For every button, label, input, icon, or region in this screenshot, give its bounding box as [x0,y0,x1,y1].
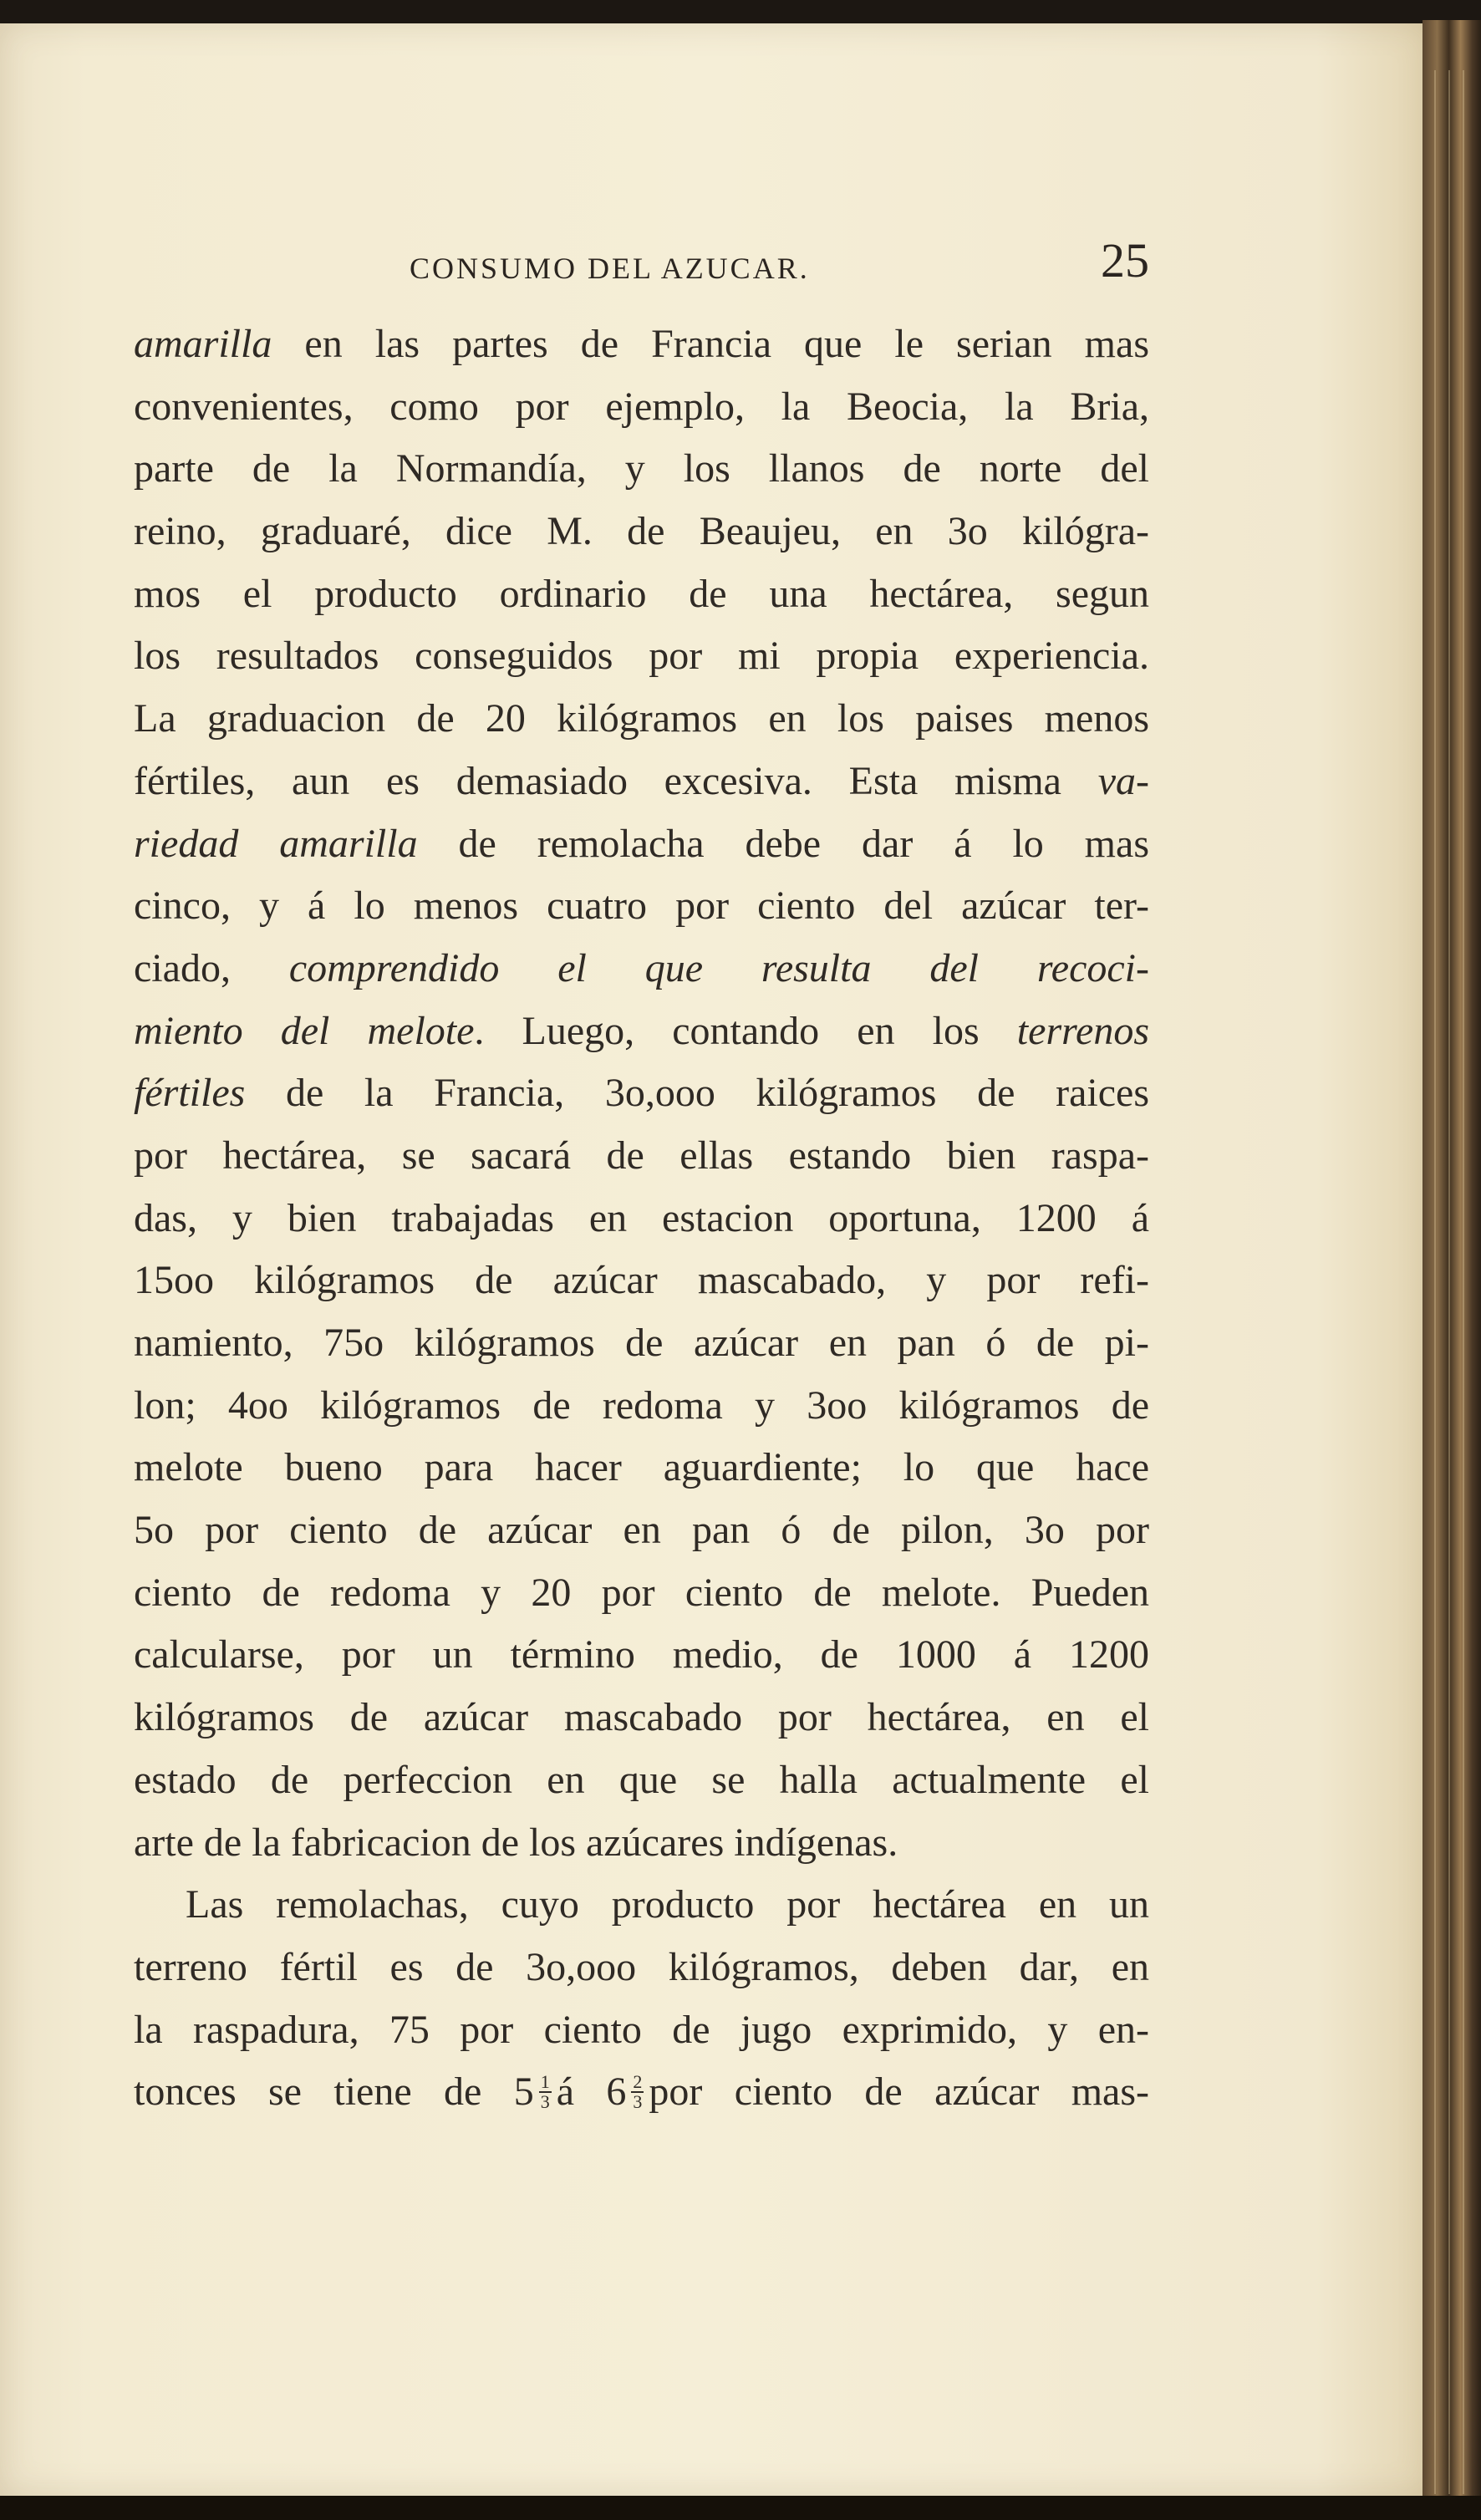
text-line: cinco, y á lo menos cuatro por ciento del azúcar ter- [134,883,1149,929]
text-line: namiento, 75o kilógramos de azúcar en pan ó de pi- [134,1321,1149,1365]
text-line: la raspadura, 75 por ciento de jugo exprimido, y en- [134,2007,1149,2052]
text-line: kilógramos de azúcar mascabado por hectárea, en el [134,1695,1149,1740]
fraction [539,2073,552,2111]
line-text: . Luego, contando en los [474,1008,1017,1053]
text-line [134,751,1149,813]
edge-line [1448,70,1450,2494]
text-line [134,313,1149,376]
text-line [134,1062,1149,1125]
page-header [134,226,1149,301]
italic-text: fértiles [134,1071,246,1116]
fraction-denominator: 3 [540,2091,550,2113]
line-text: fértiles, aun es demasiado excesiva. Esta misma [134,758,1098,803]
text-line: calcularse, por un término medio, de 1000 á 1200 [134,1632,1149,1677]
italic-text: riedad amarilla [134,821,418,866]
edge-line [1463,70,1464,2494]
line-text: por ciento de azúcar mas- [649,2069,1149,2115]
text-line: mos el producto ordinario de una hectárea, segun [134,571,1149,616]
italic-text: terrenos [1016,1008,1149,1053]
line-text: en las partes de Francia que le serian mas [272,322,1149,366]
text-line: parte de la Normandía, y los llanos de norte del [134,446,1149,491]
text-line: 15oo kilógramos de azúcar mascabado, y por refi- [134,1258,1149,1303]
fraction-numerator: 2 [633,2071,643,2093]
bottom-shadow [0,2496,1481,2520]
line-text: de remolacha debe dar á lo mas [417,821,1150,866]
line-text: á 6 [556,2069,627,2115]
italic-text: va- [1097,758,1149,803]
text-line [134,938,1149,1000]
line-text: ciado, [134,945,289,990]
text-line: por hectárea, se sacará de ellas estando bien raspa- [134,1133,1149,1178]
fraction-numerator: 1 [540,2071,550,2093]
body-text [134,313,1149,2124]
text-line [134,813,1149,876]
text-line: das, y bien trabajadas en estacion oportuna, 1200 á [134,1195,1149,1240]
text-line: Las remolachas, cuyo producto por hectárea en un [186,1882,1149,1927]
text-line: los resultados conseguidos por mi propia experiencia. [134,634,1149,679]
text-line: convenientes, como por ejemplo, la Beocia, la Bria, [134,384,1149,429]
line-text: de la Francia, 3o,ooo kilógramos de raices [245,1071,1149,1116]
text-line: lon; 4oo kilógramos de redoma y 3oo kilógramos de [134,1382,1149,1428]
fraction-denominator: 3 [633,2091,643,2113]
running-title: CONSUMO DEL AZUCAR. [410,252,810,285]
text-line: arte de la fabricacion de los azúcares indígenas. [134,1820,898,1865]
edge-line [1434,70,1436,2494]
text-line: estado de perfeccion en que se halla actualmente el [134,1757,1149,1802]
text-line: La graduacion de 20 kilógramos en los paises menos [134,696,1149,741]
text-line: reino, graduaré, dice M. de Beaujeu, en 3o kilógra- [134,509,1149,554]
italic-text: comprendido el que resulta del recoci- [288,945,1149,990]
line-text: tonces se tiene de 5 [134,2069,534,2115]
text-line: 5o por ciento de azúcar en pan ó de pilon, 3o por [134,1508,1149,1553]
fraction [631,2073,644,2111]
italic-text: miento del melote [134,1008,475,1053]
italic-text: amarilla [134,322,272,366]
text-line [134,1000,1149,1063]
book-fore-edge [1422,20,1481,2501]
text-line: ciento de redoma y 20 por ciento de melote. Pueden [134,1570,1149,1615]
page-number: 25 [1101,233,1149,288]
text-line: terreno fértil es de 3o,ooo kilógramos, deben dar, en [134,1944,1149,1989]
text-line: melote bueno para hacer aguardiente; lo que hace [134,1445,1149,1490]
text-line [134,2061,1149,2124]
